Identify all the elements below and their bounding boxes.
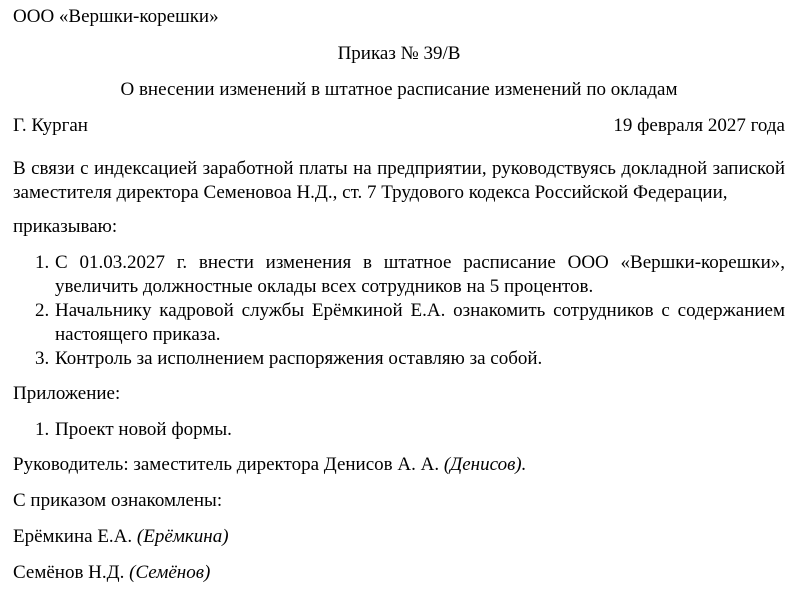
city-date-row	[13, 114, 785, 138]
signer-line	[13, 525, 785, 549]
item-text: С 01.03.2027 г. внести изменения в штатное расписание ООО «Вершки-корешки», увеличить должностные оклады всех сотрудников на 5 процентов.	[55, 252, 785, 297]
list-item	[13, 251, 785, 299]
order-date: 19 февраля 2027 года	[613, 115, 785, 136]
organization-name: ООО «Вершки-корешки»	[13, 6, 219, 27]
acknowledged-title: С приказом ознакомлены:	[13, 490, 223, 511]
order-word: приказываю:	[13, 216, 118, 237]
attachments-list	[13, 418, 785, 442]
document	[13, 5, 785, 597]
attachment-title: Приложение:	[13, 383, 121, 404]
order-items-list	[13, 251, 785, 371]
item-number: 2.	[35, 300, 50, 321]
city: Г. Курган	[13, 115, 88, 136]
item-text: Контроль за исполнением распоряжения оставляю за собой.	[55, 348, 543, 369]
attachment-text: Проект новой формы.	[55, 419, 232, 440]
head-label: Руководитель: заместитель директора Денисов А. А.	[13, 454, 440, 475]
signer-name: Ерёмкина Е.А.	[13, 526, 133, 547]
attachment-number: 1.	[35, 419, 50, 440]
signer-name: Семёнов Н.Д.	[13, 562, 125, 583]
list-item	[13, 299, 785, 347]
order-title: Приказ № 39/В	[337, 43, 461, 64]
signer-signature: (Семёнов)	[129, 562, 211, 583]
order-subject: О внесении изменений в штатное расписание изменений по окладам	[120, 79, 678, 100]
list-item	[13, 418, 785, 442]
item-number: 1.	[35, 252, 50, 273]
signer-line	[13, 561, 785, 585]
list-item	[13, 347, 785, 371]
item-number: 3.	[35, 348, 50, 369]
signer-signature: (Ерёмкина)	[136, 526, 229, 547]
head-signature-line	[13, 453, 785, 477]
head-signature: (Денисов).	[443, 454, 527, 475]
item-text: Начальнику кадровой службы Ерёмкиной Е.А. ознакомить сотрудников с содержанием настоящего приказа.	[55, 300, 785, 345]
preamble-text: В связи с индексацией заработной платы на предприятии, руководствуясь докладной запиской заместителя директора Семеновоа Н.Д., ст. 7 Трудового кодекса Российской Федерации,	[13, 158, 785, 203]
